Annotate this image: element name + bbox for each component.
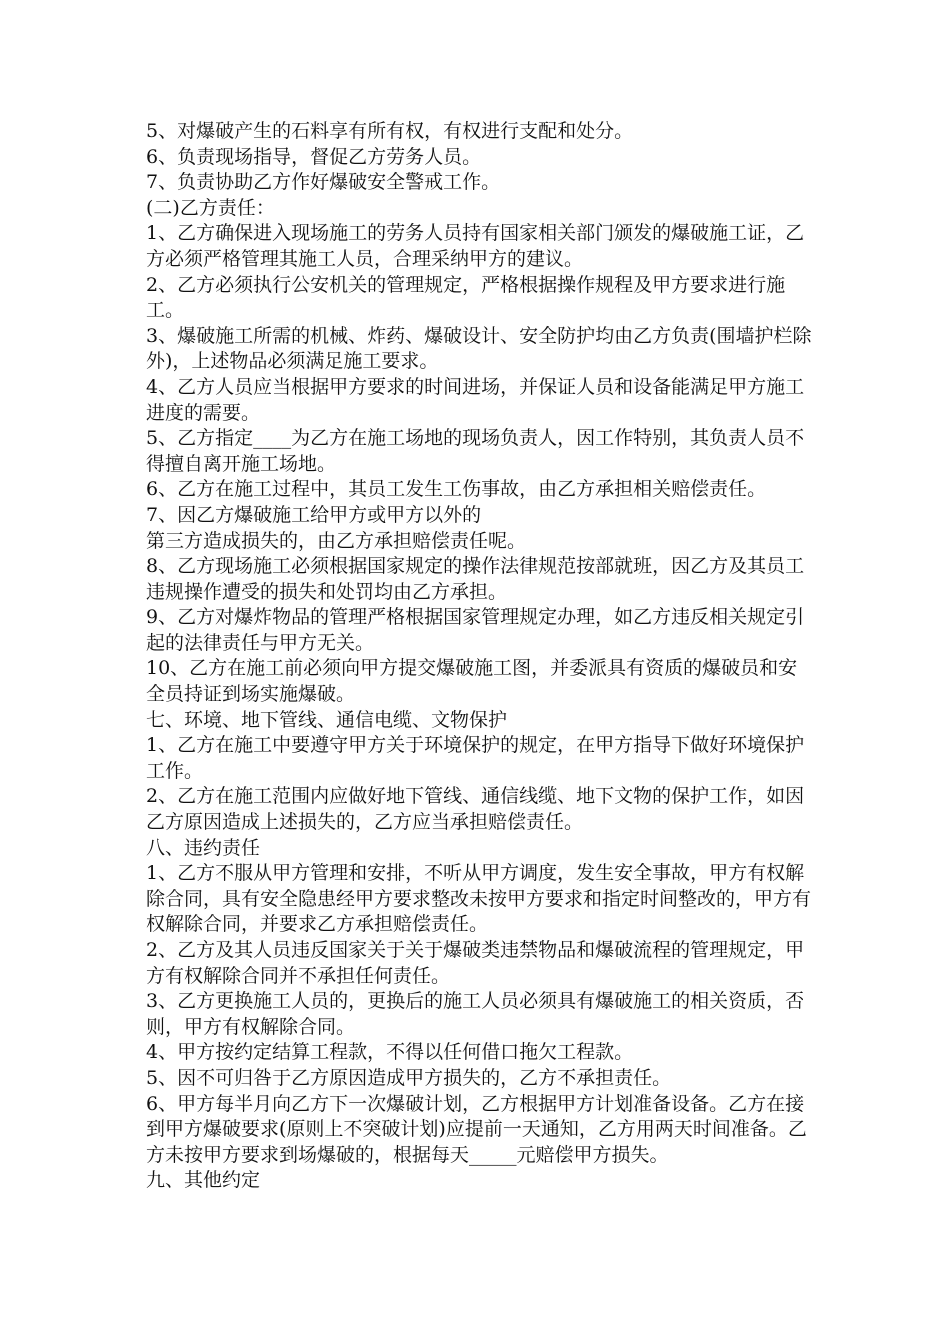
clause-yi-7: 7、因乙方爆破施工给甲方或甲方以外的 xyxy=(146,503,482,526)
clause-jia-7: 7、负责协助乙方作好爆破安全警戒工作。 xyxy=(146,171,501,194)
section-heading-9: 九、其他约定 xyxy=(146,1169,261,1192)
clause-yi-7-continued: 第三方造成损失的，由乙方承担赔偿责任呢。 xyxy=(146,529,527,552)
clause-yi-4: 4、乙方人员应当根据甲方要求的时间进场，并保证人员和设备能满足甲方施工进度的需要。 xyxy=(146,375,805,424)
document-body xyxy=(146,119,816,1194)
clause-yi-5: 5、乙方指定____为乙方在施工场地的现场负责人，因工作特别，其负责人员不得擅自离开施工场地。 xyxy=(146,427,805,475)
clause-yi-6: 6、乙方在施工过程中，其员工发生工伤事故，由乙方承担相关赔偿责任。 xyxy=(146,478,767,501)
section-heading-7: 七、环境、地下管线、通信电缆、文物保护 xyxy=(146,708,508,731)
clause-jia-5: 5、对爆破产生的石料享有所有权，有权进行支配和处分。 xyxy=(146,120,634,142)
clause-8-5: 5、因不可归咎于乙方原因造成甲方损失的，乙方不承担责任。 xyxy=(146,1066,672,1089)
clause-8-1: 1、乙方不服从甲方管理和安排，不听从甲方调度，发生安全事故，甲方有权解除合同，具有安全隐患经甲方要求整改未按甲方要求和指定时间整改的，甲方有权解除合同，并要求乙方承担赔偿责任。 xyxy=(146,862,812,936)
clause-8-2: 2、乙方及其人员违反国家关于关于爆破类违禁物品和爆破流程的管理规定，甲方有权解除合同并不承担任何责任。 xyxy=(146,939,805,987)
clause-yi-2: 2、乙方必须执行公安机关的管理规定，严格根据操作规程及甲方要求进行施工。 xyxy=(146,273,786,322)
clause-yi-10: 10、乙方在施工前必须向甲方提交爆破施工图，并委派具有资质的爆破员和安全员持证到场实施爆破。 xyxy=(146,657,798,706)
clause-yi-9: 9、乙方对爆炸物品的管理严格根据国家管理规定办理，如乙方违反相关规定引起的法律责任与甲方无关。 xyxy=(146,606,805,654)
section-heading-yi-responsibility: (二)乙方责任： xyxy=(146,196,275,219)
clause-8-3: 3、乙方更换施工人员的，更换后的施工人员必须具有爆破施工的相关资质，否则，甲方有权解除合同。 xyxy=(146,990,805,1038)
clause-yi-8: 8、乙方现场施工必须根据国家规定的操作法律规范按部就班，因乙方及其员工违规操作遭受的损失和处罚均由乙方承担。 xyxy=(146,555,805,603)
clause-yi-3: 3、爆破施工所需的机械、炸药、爆破设计、安全防护均由乙方负责(围墙护栏除外)，上述物品必须满足施工要求。 xyxy=(146,324,812,373)
section-heading-8: 八、违约责任 xyxy=(146,836,261,859)
clause-7-2: 2、乙方在施工范围内应做好地下管线、通信线缆、地下文物的保护工作，如因乙方原因造成上述损失的，乙方应当承担赔偿责任。 xyxy=(146,785,805,834)
clause-8-4: 4、甲方按约定结算工程款，不得以任何借口拖欠工程款。 xyxy=(146,1041,634,1064)
clause-8-6: 6、甲方每半月向乙方下一次爆破计划，乙方根据甲方计划准备设备。乙方在接到甲方爆破要求(原则上不突破计划)应提前一天通知，乙方用两天时间准备。乙方未按甲方要求到场爆破的，根据每天_____元赔偿甲方损失。 xyxy=(146,1092,807,1166)
clause-jia-6: 6、负责现场指导，督促乙方劳务人员。 xyxy=(146,145,482,168)
clause-yi-1: 1、乙方确保进入现场施工的劳务人员持有国家相关部门颁发的爆破施工证，乙方必须严格管理其施工人员，合理采纳甲方的建议。 xyxy=(146,222,805,270)
clause-7-1: 1、乙方在施工中要遵守甲方关于环境保护的规定，在甲方指导下做好环境保护工作。 xyxy=(146,734,805,782)
